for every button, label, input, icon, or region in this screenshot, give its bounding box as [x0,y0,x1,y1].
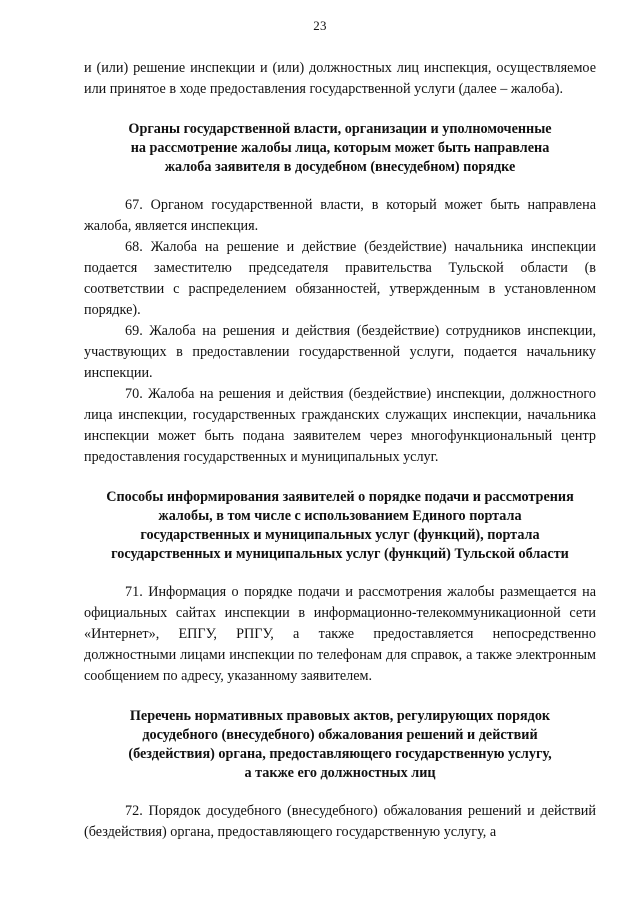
section-heading [84,488,596,564]
section-heading [84,707,596,783]
paragraph-69: 69. Жалоба на решения и действия (бездействие) сотрудников инспекции, участвующих в предоставлении государственной услуги, подается начальнику инспекции. [84,323,596,381]
document-body [84,58,596,843]
paragraph-68: 68. Жалоба на решение и действие (бездействие) начальника инспекции подается заместителю председателя правительства Тульской области (в соответствии с распределением обязанностей, утвержденным в установленном порядке). [84,239,596,318]
heading-line: жалоба заявителя в досудебном (внесудебном) порядке [164,159,516,175]
intro-line: осуществляемое или принятое в ходе предоставления государственной услуги [84,60,596,97]
intro-line: (далее – жалоба). [458,81,564,97]
section-heading [84,120,596,177]
heading-line: досудебного (внесудебного) обжалования решений и действий [142,727,538,743]
heading-line: Способы информирования заявителей о порядке подачи и рассмотрения [106,489,574,505]
intro-line: и (или) решение инспекции и (или) должностных лиц инспекция, [84,60,492,76]
paragraph-70: 70. Жалоба на решения и действия (бездействие) инспекции, должностного лица инспекции, государственных гражданских служащих инспекции, начальника инспекции может быть подана заявителем через многофункциональный центр предоставления государственных и муниципальных услуг. [84,386,596,465]
intro-paragraph [84,58,596,100]
heading-line: Органы государственной власти, организации и уполномоченные [128,121,552,137]
paragraph-72: 72. Порядок досудебного (внесудебного) обжалования решений и действий (бездействия) органа, предоставляющего государственную услугу, а [84,803,596,840]
page-number: 23 [313,18,327,33]
heading-line: а также его должностных лиц [244,765,436,781]
paragraph-71: 71. Информация о порядке подачи и рассмотрения жалобы размещается на официальных сайтах инспекции в информационно-телекоммуникационной сети «Интернет», ЕПГУ, РПГУ, а также предоставляется непосредственно должностными лицами инспекции по телефонам для справок, а также электронным сообщением по адресу, указанному заявителем. [84,584,596,684]
heading-line: государственных и муниципальных услуг (функций), портала [140,527,540,543]
heading-line: Перечень нормативных правовых актов, регулирующих порядок [129,708,551,724]
heading-line: (бездействия) органа, предоставляющего государственную услугу, [128,746,552,762]
heading-line: государственных и муниципальных услуг (функций) Тульской области [111,546,569,562]
heading-line: на рассмотрение жалобы лица, которым может быть направлена [130,140,550,156]
heading-line: жалобы, в том числе с использованием Единого портала [158,508,522,524]
paragraph-67: 67. Органом государственной власти, в который может быть направлена жалоба, является инспекция. [84,197,596,234]
